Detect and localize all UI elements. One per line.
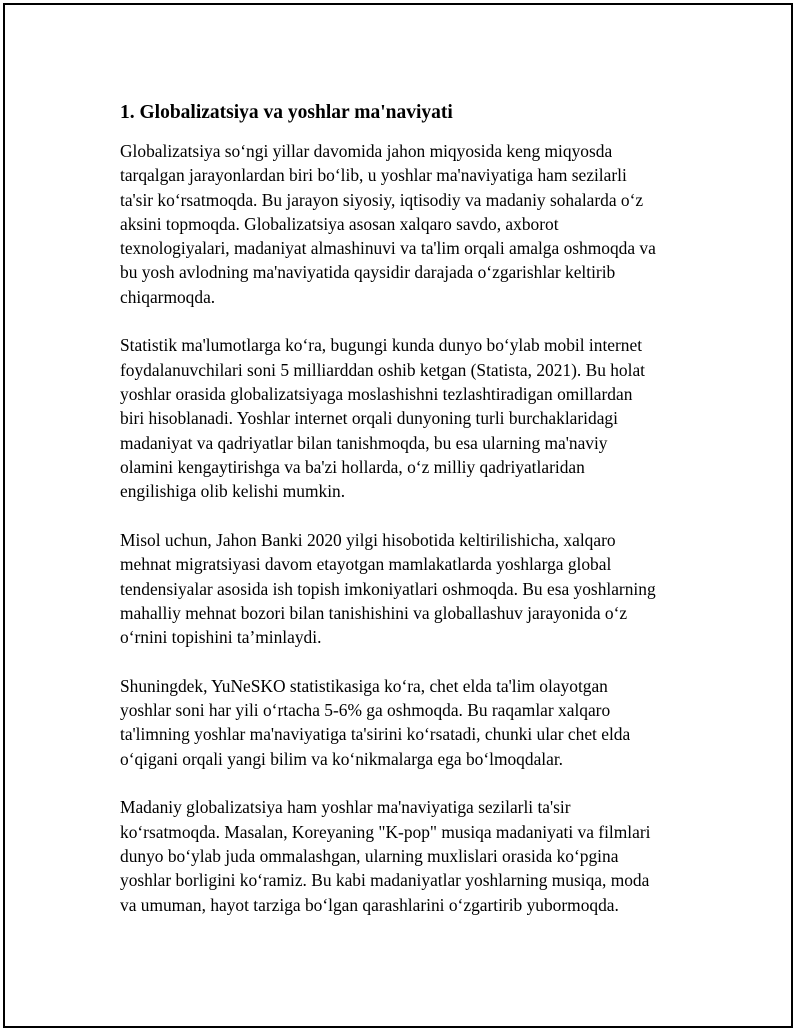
- paragraph-5: [120, 795, 698, 916]
- text-line: mahalliy mehnat bozori bilan tanishishini va globallashuv jarayonida o‘z: [120, 602, 628, 623]
- text-line: tendensiyalar asosida ish topish imkoniyatlari oshmoqda. Bu esa yoshlarning: [120, 578, 656, 599]
- text-line: olamini kengaytirishga va ba'zi hollarda, o‘z milliy qadriyatlaridan: [120, 456, 585, 477]
- text-line: o‘rnini topishini ta’minlaydi.: [120, 627, 322, 648]
- text-line: Madaniy globalizatsiya ham yoshlar ma'naviyatiga sezilarli ta'sir: [120, 797, 571, 818]
- text-line: Misol uchun, Jahon Banki 2020 yilgi hisobotida keltirilishicha, xalqaro: [120, 529, 616, 550]
- paragraph-3: [120, 528, 698, 649]
- text-line: engilishiga olib kelishi mumkin.: [120, 481, 346, 502]
- text-line: o‘qigani orqali yangi bilim va ko‘nikmalarga ega bo‘lmoqdalar.: [120, 748, 564, 769]
- text-line: bu yosh avlodning ma'naviyatida qaysidir darajada o‘zgarishlar keltirib: [120, 262, 616, 283]
- paragraph-2: [120, 333, 698, 503]
- text-line: yoshlar borligini ko‘ramiz. Bu kabi madaniyatlar yoshlarning musiqa, moda: [120, 870, 650, 891]
- text-line: yoshlar orasida globalizatsiyaga moslashishni tezlashtiradigan omillardan: [120, 384, 633, 405]
- text-line: ko‘rsatmoqda. Masalan, Koreyaning "K-pop" musiqa madaniyati va filmlari: [120, 821, 651, 842]
- section-heading: 1. Globalizatsiya va yoshlar ma'naviyati: [120, 102, 453, 123]
- text-line: aksini topmoqda. Globalizatsiya asosan xalqaro savdo, axborot: [120, 213, 559, 234]
- text-line: ta'sir ko‘rsatmoqda. Bu jarayon siyosiy, iqtisodiy va madaniy sohalarda o‘z: [120, 189, 644, 210]
- text-line: foydalanuvchilari soni 5 milliarddan oshib ketgan (Statista, 2021). Bu holat: [120, 359, 646, 380]
- text-line: Globalizatsiya so‘ngi yillar davomida jahon miqyosida keng miqyosda: [120, 141, 613, 161]
- text-line: biri hisoblanadi. Yoshlar internet orqali dunyoning turli burchaklaridagi: [120, 408, 618, 429]
- text-line: chiqarmoqda.: [120, 286, 216, 307]
- text-line: va umuman, hayot tarziga bo‘lgan qarashlarini o‘zgartirib yubormoqda.: [120, 894, 619, 915]
- paragraph-1: [120, 139, 698, 309]
- text-line: yoshlar soni har yili o‘rtacha 5-6% ga oshmoqda. Bu raqamlar xalqaro: [120, 700, 611, 721]
- text-line: madaniyat va qadriyatlar bilan tanishmoqda, bu esa ularning ma'naviy: [120, 432, 608, 453]
- document-body: [120, 101, 698, 941]
- text-line: dunyo bo‘ylab juda ommalashgan, ularning muxlislari orasida ko‘pgina: [120, 845, 619, 866]
- text-line: mehnat migratsiyasi davom etayotgan mamlakatlarda yoshlarga global: [120, 554, 612, 575]
- paragraph-4: [120, 674, 698, 771]
- text-line: ta'limning yoshlar ma'naviyatiga ta'sirini ko‘rsatadi, chunki ular chet elda: [120, 724, 631, 745]
- text-line: Shuningdek, YuNeSKO statistikasiga ko‘ra, chet elda ta'lim olayotgan: [120, 675, 608, 696]
- text-line: tarqalgan jarayonlardan biri bo‘lib, u yoshlar ma'naviyatiga ham sezilarli: [120, 165, 627, 186]
- text-line: texnologiyalari, madaniyat almashinuvi va ta'lim orqali amalga oshmoqda va: [120, 238, 656, 259]
- page-frame: [3, 3, 793, 1028]
- text-line: Statistik ma'lumotlarga ko‘ra, bugungi kunda dunyo bo‘ylab mobil internet: [120, 335, 643, 356]
